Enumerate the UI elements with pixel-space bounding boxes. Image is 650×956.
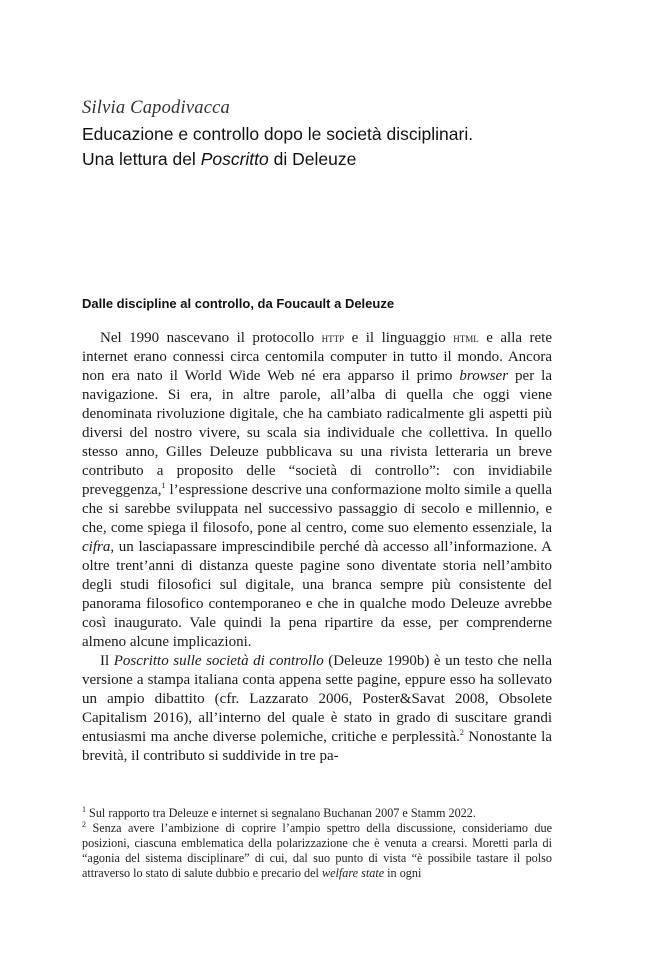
footnote-ref-1: 1 <box>161 481 166 490</box>
footnote-1 <box>82 806 552 821</box>
text-run: l’espressione descrive una conformazione molto simile a quella che si sarebbe sviluppata nel successivo passaggio di secolo e millennio, e che, come spiega il filosofo, pone al centro, come suo elemento essenziale, la <box>82 482 552 536</box>
title-line-2-post: di Deleuze <box>268 149 357 169</box>
footnote-text: Senza avere l’ambizione di coprire l’ampio spettro della discussione, consideriamo due posizioni, ciascuna emblematica della polarizzazione che è venuta a crearsi. Moretti parla di “agonia del sistema disciplinare” di cui, dal suo punto di vista “è possibile tastare il polso attraverso lo stato di salute dubbio e precario del <box>82 821 552 880</box>
acronym-html: html <box>453 330 479 345</box>
section-heading: Dalle discipline al controllo, da Foucault a Deleuze <box>82 296 395 311</box>
footnote-number: 1 <box>82 804 86 814</box>
italic-term: cifra <box>82 539 111 555</box>
footnote-2 <box>82 821 552 881</box>
text-run: Nonostante la brevità, il contributo si suddivide in tre pa- <box>82 729 552 764</box>
acronym-http: http <box>321 330 345 345</box>
italic-term: browser <box>459 368 509 384</box>
italic-title: Poscritto sulle società di controllo <box>113 653 324 669</box>
text-run: (Deleuze 1990b) è un testo che nella versione a stampa italiana conta appena sette pagine, eppure esso ha sollevato un ampio dibattito (cfr. Lazzarato 2006, Poster&Savat 2008, Obsolete Capitalism 2016), all’interno del quale è stato in grado di suscitare grandi entusiasmi ma anche diverse polemiche, critiche e perplessità. <box>82 653 552 745</box>
text-run: , un lasciapassare imprescindibile perché dà accesso all’informazione. A oltre trent’anni di distanza queste pagine sono diventate storia nell’ambito degli studi filosofici sul digitale, una branca sempre più consistente del panorama filosofico contemporaneo e che in qualche modo Deleuze avrebbe così inaugurato. Vale quindi la pena ripartire da esse, per comprenderne almeno alcune implicazioni. <box>82 539 552 650</box>
paragraph-1 <box>82 328 552 652</box>
footnote-ref-2: 2 <box>459 728 464 737</box>
title-line-2-pre: Una lettura del <box>82 149 201 169</box>
title-line-2-italic: Poscritto <box>200 149 269 169</box>
text-run: e alla rete internet erano connessi circa centomila computer in tutto il mondo. Ancora non era nato il World Wide Web né era apparso il primo <box>82 330 553 384</box>
text-run: e il linguaggio <box>344 330 454 346</box>
author-name: Silvia Capodivacca <box>82 98 230 118</box>
footnote-text: in ogni <box>384 866 422 880</box>
text-run: Il <box>100 653 114 669</box>
body-text <box>82 328 552 766</box>
footnotes <box>82 806 552 881</box>
footnote-text: Sul rapporto tra Deleuze e internet si segnalano Buchanan 2007 e Stamm 2022. <box>86 806 476 820</box>
italic-term: welfare state <box>321 866 385 880</box>
article-title <box>82 122 582 172</box>
text-run: per la navigazione. Si era, in altre parole, all’alba di quella che oggi viene denominata rivoluzione digitale, che ha cambiato radicalmente gli aspetti più diversi del nostro vivere, su scala sia individuale che collettiva. In quello stesso anno, Gilles Deleuze pubblicava su una rivista letteraria un breve contributo a proposito delle “società di controllo”: con invidiabile preveggenza, <box>82 368 553 498</box>
title-line-1: Educazione e controllo dopo le società disciplinari. <box>82 124 474 144</box>
footnote-number: 2 <box>82 819 86 829</box>
text-run: Nel 1990 nascevano il protocollo <box>100 330 322 346</box>
paragraph-2 <box>82 652 552 766</box>
